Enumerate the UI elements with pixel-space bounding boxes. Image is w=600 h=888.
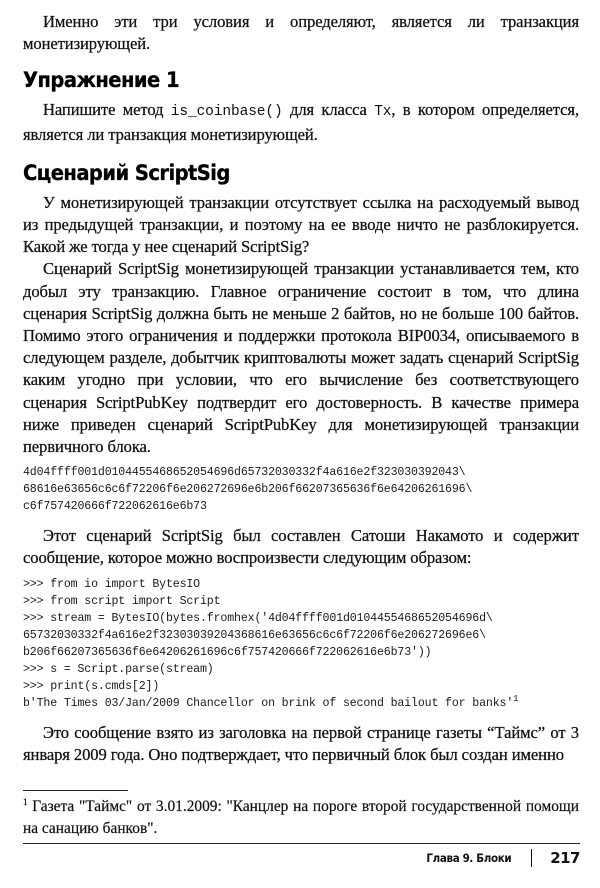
python-code-block (23, 576, 579, 712)
chapter-title: Глава 9. Блоки (426, 851, 512, 865)
hex-code-block (23, 464, 579, 515)
footnote-mark: 1 (23, 796, 28, 807)
paragraph-satoshi: Этот сценарий ScriptSig был составлен Сатоши Накамото и содержит сообщение, которое можно воспроизвести следующим образом: (23, 526, 579, 568)
footnote-text: Газета "Таймс" от 3.01.2009: "Канцлер на пороге второй государственной помощи на санацию банков". (23, 798, 579, 837)
paragraph-times-headline: Это сообщение взято из заголовка на первой странице газеты “Таймс” от 3 января 2009 года. Оно подтверждает, что первичный блок был создан именно (23, 722, 579, 764)
footer-divider (23, 843, 580, 844)
page-number: 217 (550, 849, 580, 867)
code-line: >>> from io import BytesIO (23, 577, 200, 591)
exercise-text (23, 99, 579, 145)
paragraph-coinbase-no-input: У монетизирующей транзакции отсутствует ссылка на расходуемый вывод из предыдущей транзакции, и поэтому на ее вводе ничто не разблокируется. Какой же тогда у нее сценарий ScriptSig? (23, 192, 579, 257)
code-line: >>> from script import Script (23, 594, 221, 608)
paragraph-intro: Именно эти три условия и определяют, является ли транзакция монетизирующей. (23, 12, 579, 54)
inline-code-is-coinbase: is_coinbase() (170, 104, 283, 121)
hex-line: 4d04ffff001d0104455468652054696d65732030332f4a616e2f323030392043\ (23, 466, 466, 480)
footnote-reference[interactable]: 1 (513, 693, 519, 704)
code-line: >>> stream = BytesIO(bytes.fromhex('4d04ffff001d0104455468652054696d\ (23, 611, 493, 625)
paragraph-scriptsig-rules: Сценарий ScriptSig монетизирующей транзакции устанавливается тем, кто добыл эту транзакцию. Главное ограничение состоит в том, что длина сценария ScriptSig должна быть не меньше 2 байтов, но не больше 100 байтов. Помимо этого ограничения и поддержки протокола BIP0034, описываемого в следующем разделе, добытчик криптовалюты может задать сценарий ScriptSig каким угодно при условии, что его вычисление без соответствующего сценария ScriptPubKey подтвердит его достоверность. В качестве примера ниже приведен сценарий ScriptPubKey для монетизирующей транзакции первичного блока. (23, 259, 579, 457)
exercise-text-before: Напишите метод (43, 100, 171, 120)
footer-separator (531, 849, 532, 867)
footnote-divider (23, 790, 128, 791)
code-line: b206f66207365636f6e64206261696c6f757420666f722062616e6b73')) (23, 645, 432, 659)
exercise-heading: Упражнение 1 (23, 68, 180, 93)
footnote (23, 796, 579, 840)
exercise-text-mid: для класса (282, 100, 375, 120)
page-footer (417, 848, 580, 868)
section-heading: Сценарий ScriptSig (23, 160, 230, 185)
page-body (23, 11, 579, 766)
code-line: 65732030332f4a616e2f32303039204368616e63656c6c6f72206f6e206272696e6\ (23, 628, 486, 642)
exercise-text-after: , в котором определяется, является ли транзакция монетизирующей. (23, 100, 579, 144)
code-line: >>> s = Script.parse(stream) (23, 662, 214, 676)
code-line: >>> print(s.cmds[2]) (23, 679, 160, 693)
hex-line: c6f757420666f722062616e6b73 (23, 500, 207, 514)
code-line: b'The Times 03/Jan/2009 Chancellor on brink of second bailout for banks' (23, 696, 514, 710)
inline-code-tx: Tx (374, 104, 392, 121)
hex-line: 68616e63656c6c6f72206f6e206272696e6b206f66207365636f6e64206261696\ (23, 483, 473, 497)
